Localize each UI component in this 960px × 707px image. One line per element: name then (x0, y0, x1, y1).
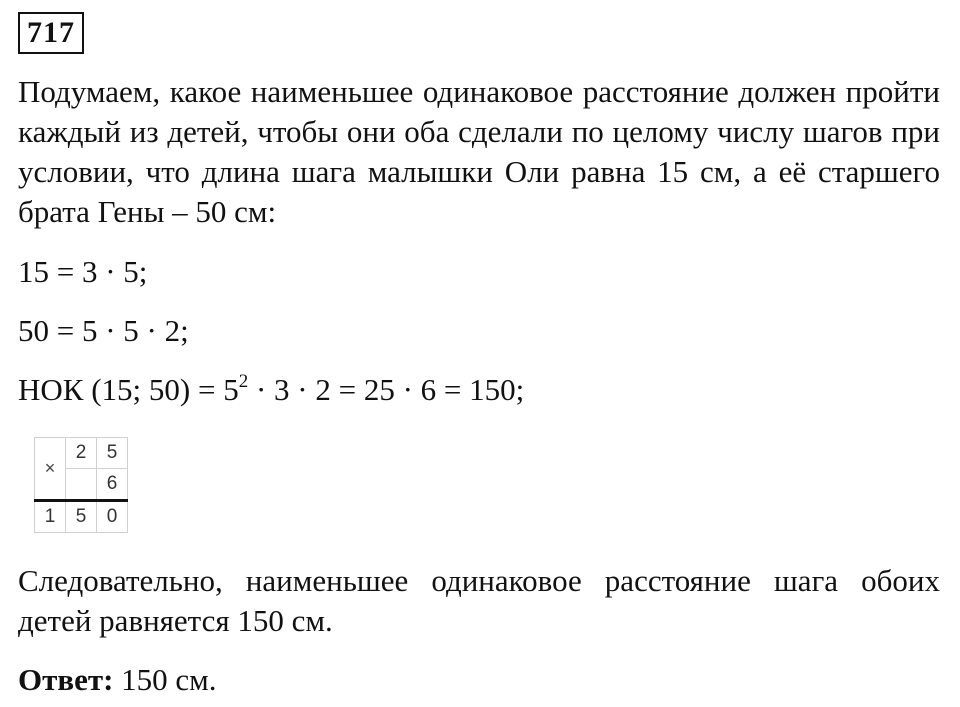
mult-cell (66, 469, 97, 501)
lcm-left: НОК (15; 50) = 5 (18, 372, 239, 407)
answer-line (18, 660, 940, 700)
intro-paragraph: Подумаем, какое наименьшее одинаковое расстояние должен пройти каждый из детей, чтобы они оба сделали по целому числу шагов при условии, что длина шага малышки Оли равна 15 см, а её старшего брата Гены – 50 см: (18, 74, 940, 229)
multiplication-table (34, 437, 128, 533)
factorization-50: 50 = 5 · 5 · 2; (18, 313, 189, 348)
problem-number: 717 (18, 12, 84, 54)
lcm-calculation (18, 370, 940, 410)
mult-cell: 2 (66, 438, 97, 469)
factorization-15: 15 = 3 · 5; (18, 254, 148, 289)
multiply-sign: × (35, 438, 66, 501)
mult-result-cell: 5 (66, 501, 97, 533)
answer-value: 150 см. (113, 662, 217, 697)
mult-cell: 5 (97, 438, 128, 469)
mult-result-cell: 1 (35, 501, 66, 533)
conclusion-paragraph: Следовательно, наименьшее одинаковое расстояние шага обоих детей равняется 150 см. (18, 563, 940, 638)
mult-cell: 6 (97, 469, 128, 501)
answer-label: Ответ: (18, 662, 114, 697)
mult-result-cell: 0 (97, 501, 128, 533)
lcm-right: · 3 · 2 = 25 · 6 = 150; (248, 372, 525, 407)
lcm-exponent: 2 (238, 371, 249, 392)
